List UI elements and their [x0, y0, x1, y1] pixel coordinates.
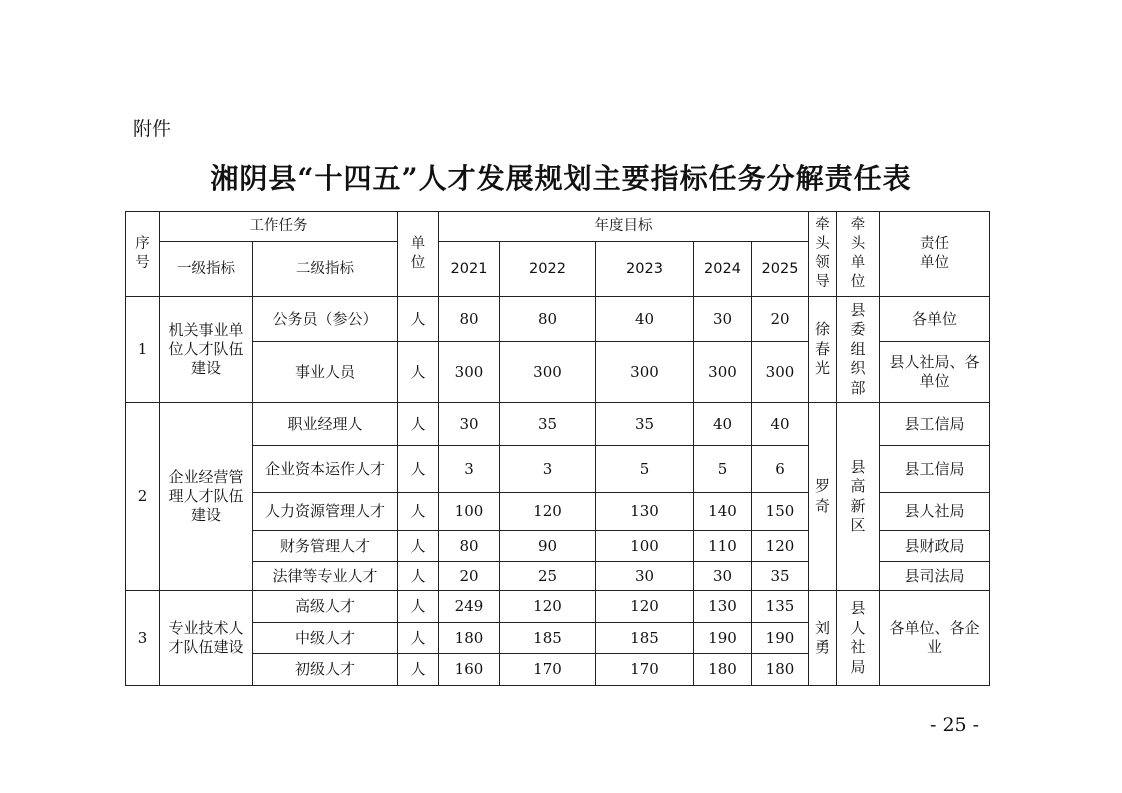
header-year: 2022 [500, 242, 596, 297]
level2-cell: 初级人才 [253, 654, 398, 686]
header-lead-leader: 牵头领导 [809, 212, 837, 297]
value-cell: 90 [500, 531, 596, 562]
value-cell: 40 [752, 403, 809, 446]
value-cell: 120 [752, 531, 809, 562]
value-cell: 3 [500, 446, 596, 493]
resp-cell: 县工信局 [880, 403, 990, 446]
leader-cell: 刘勇 [809, 591, 837, 686]
value-cell: 6 [752, 446, 809, 493]
value-cell: 110 [694, 531, 752, 562]
value-cell: 35 [596, 403, 694, 446]
unit-cell: 人 [398, 446, 439, 493]
resp-cell: 县人社局、各单位 [880, 342, 990, 403]
header-resp-unit: 责任单位 [880, 212, 990, 297]
seq-cell: 3 [126, 591, 160, 686]
resp-cell: 县司法局 [880, 562, 990, 591]
table-row [126, 403, 990, 446]
value-cell: 120 [596, 591, 694, 623]
level2-cell: 职业经理人 [253, 403, 398, 446]
value-cell: 300 [439, 342, 500, 403]
value-cell: 300 [500, 342, 596, 403]
value-cell: 150 [752, 493, 809, 531]
page-number: - 25 - [930, 714, 980, 736]
unit-cell: 人 [398, 342, 439, 403]
level2-cell: 高级人才 [253, 591, 398, 623]
value-cell: 3 [439, 446, 500, 493]
unit-cell: 人 [398, 591, 439, 623]
resp-cell: 县财政局 [880, 531, 990, 562]
value-cell: 40 [694, 403, 752, 446]
resp-cell: 县工信局 [880, 446, 990, 493]
value-cell: 30 [596, 562, 694, 591]
level2-cell: 事业人员 [253, 342, 398, 403]
resp-cell: 各单位 [880, 297, 990, 342]
value-cell: 180 [694, 654, 752, 686]
level2-cell: 法律等专业人才 [253, 562, 398, 591]
value-cell: 80 [500, 297, 596, 342]
value-cell: 5 [596, 446, 694, 493]
level1-cell: 机关事业单位人才队伍建设 [160, 297, 253, 403]
value-cell: 135 [752, 591, 809, 623]
value-cell: 160 [439, 654, 500, 686]
header-seq: 序号 [126, 212, 160, 297]
value-cell: 40 [596, 297, 694, 342]
level2-cell: 中级人才 [253, 623, 398, 654]
value-cell: 5 [694, 446, 752, 493]
value-cell: 300 [752, 342, 809, 403]
table-row [126, 297, 990, 342]
value-cell: 130 [694, 591, 752, 623]
table-row [126, 591, 990, 623]
level2-cell: 公务员（参公） [253, 297, 398, 342]
value-cell: 80 [439, 531, 500, 562]
value-cell: 120 [500, 493, 596, 531]
value-cell: 190 [694, 623, 752, 654]
value-cell: 30 [694, 562, 752, 591]
value-cell: 300 [694, 342, 752, 403]
lead-unit-cell: 县高新区 [837, 403, 880, 591]
value-cell: 170 [596, 654, 694, 686]
header-unit: 单位 [398, 212, 439, 297]
value-cell: 300 [596, 342, 694, 403]
task-table [125, 211, 990, 686]
seq-cell: 1 [126, 297, 160, 403]
value-cell: 140 [694, 493, 752, 531]
attachment-label: 附件 [133, 118, 172, 140]
value-cell: 180 [439, 623, 500, 654]
header-work-task: 工作任务 [160, 212, 398, 242]
value-cell: 20 [752, 297, 809, 342]
header-level2: 二级指标 [253, 242, 398, 297]
value-cell: 185 [500, 623, 596, 654]
value-cell: 35 [500, 403, 596, 446]
value-cell: 190 [752, 623, 809, 654]
value-cell: 25 [500, 562, 596, 591]
seq-cell: 2 [126, 403, 160, 591]
unit-cell: 人 [398, 654, 439, 686]
header-year: 2024 [694, 242, 752, 297]
value-cell: 35 [752, 562, 809, 591]
value-cell: 130 [596, 493, 694, 531]
value-cell: 30 [439, 403, 500, 446]
unit-cell: 人 [398, 297, 439, 342]
header-year: 2025 [752, 242, 809, 297]
level2-cell: 人力资源管理人才 [253, 493, 398, 531]
lead-unit-cell: 县委组织部 [837, 297, 880, 403]
unit-cell: 人 [398, 623, 439, 654]
page-title: 湘阴县“十四五”人才发展规划主要指标任务分解责任表 [210, 162, 912, 195]
value-cell: 30 [694, 297, 752, 342]
header-year: 2021 [439, 242, 500, 297]
resp-cell: 县人社局 [880, 493, 990, 531]
unit-cell: 人 [398, 531, 439, 562]
unit-cell: 人 [398, 403, 439, 446]
leader-cell: 罗奇 [809, 403, 837, 591]
level2-cell: 财务管理人才 [253, 531, 398, 562]
header-level1: 一级指标 [160, 242, 253, 297]
header-lead-unit: 牵头单位 [837, 212, 880, 297]
header-annual-target: 年度目标 [439, 212, 809, 242]
value-cell: 185 [596, 623, 694, 654]
value-cell: 170 [500, 654, 596, 686]
resp-cell: 各单位、各企业 [880, 591, 990, 686]
value-cell: 180 [752, 654, 809, 686]
value-cell: 249 [439, 591, 500, 623]
unit-cell: 人 [398, 562, 439, 591]
value-cell: 20 [439, 562, 500, 591]
unit-cell: 人 [398, 493, 439, 531]
lead-unit-cell: 县人社局 [837, 591, 880, 686]
value-cell: 80 [439, 297, 500, 342]
value-cell: 120 [500, 591, 596, 623]
level1-cell: 专业技术人才队伍建设 [160, 591, 253, 686]
header-year: 2023 [596, 242, 694, 297]
value-cell: 100 [439, 493, 500, 531]
level1-cell: 企业经营管理人才队伍建设 [160, 403, 253, 591]
value-cell: 100 [596, 531, 694, 562]
level2-cell: 企业资本运作人才 [253, 446, 398, 493]
leader-cell: 徐春光 [809, 297, 837, 403]
